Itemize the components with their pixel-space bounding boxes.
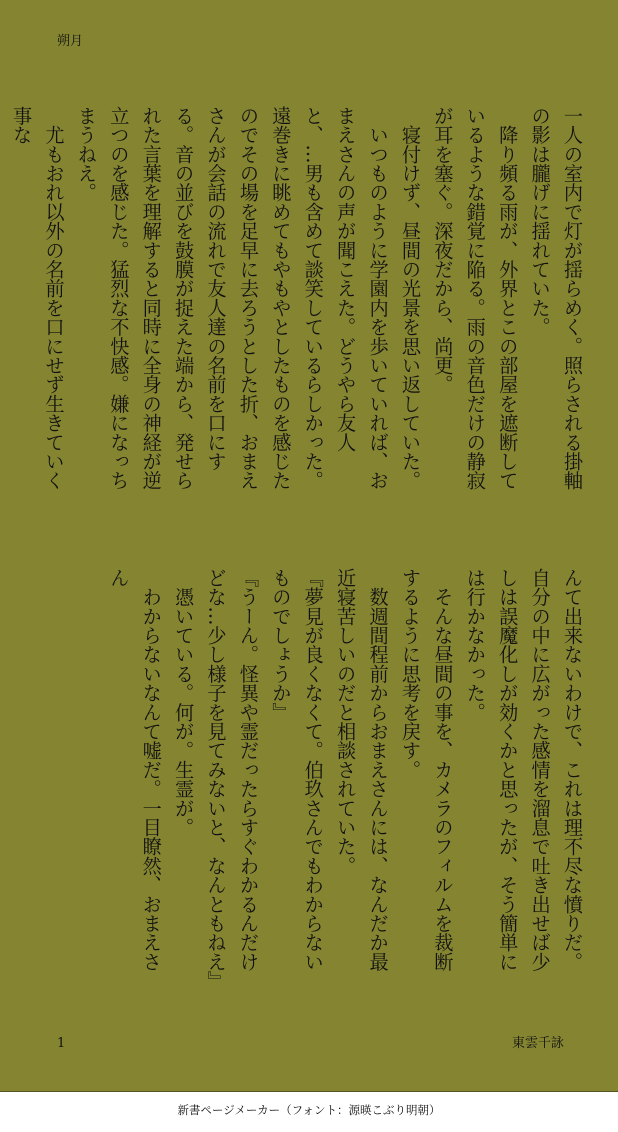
author-name: 東雲千詠 bbox=[511, 1036, 564, 1051]
paragraph: 降り頻る雨が、外界とこの部屋を遮断しているような錯覚に陥る。雨の音色だけの静寂が耳を塞ぐ。深夜だから、尚更。 bbox=[431, 106, 520, 490]
text-block-upper bbox=[10, 106, 588, 506]
paragraph: んて出来ないわけで、これは理不尽な憤りだ。自分の中に広がった感情を溜息で吐き出せば少しは誤魔化しが効くかと思ったが、そう簡単には行かなかった。 bbox=[463, 568, 584, 972]
paragraph: 寝付けず、昼間の光景を思い返していた。 bbox=[398, 106, 422, 490]
page-number: 1 bbox=[57, 1036, 66, 1051]
paragraph: 憑いている。何が。生霊が。 bbox=[172, 568, 196, 837]
paragraph: そんな昼間の事を、カメラのフィルムを裁断するように思考を戻す。 bbox=[398, 568, 455, 972]
paragraph: 数週間程前からおまえさんには、なんだか最近寝苦しいのだと相談されていた。 bbox=[334, 568, 390, 972]
paragraph: 尤もおれ以外の名前を口にせず生きていく事な bbox=[10, 106, 66, 490]
paragraph: 『うーん。怪異や霊だったらすぐわかるんだけどな…少し様子を見てみないと、なんともねえ』 bbox=[204, 568, 260, 991]
paragraph: 一人の室内で灯が揺らめく。照らされる掛軸の影は朧げに揺れていた。 bbox=[528, 106, 584, 490]
text-block-lower bbox=[68, 568, 588, 991]
generator-credit: 新書ページメーカー（フォント：源暎こぶり明朝） bbox=[177, 1103, 441, 1117]
paragraph: 『夢見が良くなくて。伯玖さんでもわからないものでしょうか』 bbox=[269, 568, 325, 972]
running-head-title: 朔月 bbox=[57, 34, 84, 49]
paragraph: わからないなんて嘘だ。一目瞭然、おまえさん bbox=[107, 568, 163, 972]
paragraph: いつものように学園内を歩いていれば、おまえさんの声が聞こえた。どうやら友人と、…男も含めて談笑しているらしかった。遠巻きに眺めてもやもやとしたものを感じたのでその場を足早に去ろうとした折、おまえさんが会話の流れで友人達の名前を口にする。音の並びを鼓膜が捉えた端から、発せられた言葉を理解すると同時に全身の神経が逆立つのを感じた。猛烈な不快感。嫌になっちまうねえ。 bbox=[74, 106, 390, 490]
